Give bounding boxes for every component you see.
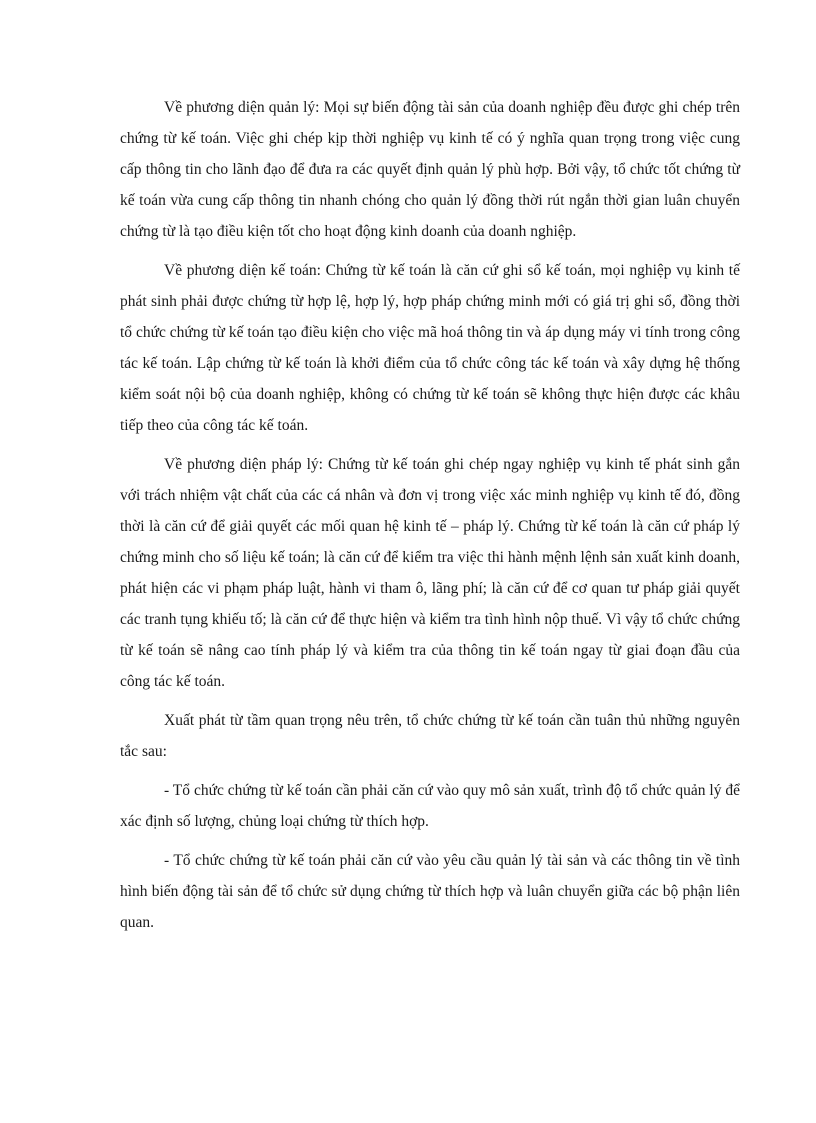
paragraph-principles-intro: Xuất phát từ tầm quan trọng nêu trên, tổ chức chứng từ kế toán cần tuân thủ những nguyên tắc sau: xyxy=(120,712,740,760)
document-page xyxy=(120,92,740,946)
paragraph-accounting: Về phương diện kế toán: Chứng từ kế toán là căn cứ ghi sổ kế toán, mọi nghiệp vụ kinh tế phát sinh phải được chứng từ hợp lệ, hợp lý, hợp pháp chứng minh mới có giá trị ghi sổ, đồng thời tổ chức chứng từ kế toán tạo điều kiện cho việc mã hoá thông tin và áp dụng máy vi tính trong công tác kế toán. Lập chứng từ kế toán là khởi điểm của tổ chức công tác kế toán và xây dựng hệ thống kiểm soát nội bộ của doanh nghiệp, không có chứng từ kế toán sẽ không thực hiện được các khâu tiếp theo của công tác kế toán. xyxy=(120,262,740,434)
paragraph-principle-2: - Tổ chức chứng từ kế toán phải căn cứ vào yêu cầu quản lý tài sản và các thông tin về tình hình biến động tài sản để tổ chức sử dụng chứng từ thích hợp và luân chuyển giữa các bộ phận liên quan. xyxy=(120,852,740,931)
paragraph-principle-1: - Tổ chức chứng từ kế toán cần phải căn cứ vào quy mô sản xuất, trình độ tổ chức quản lý để xác định số lượng, chủng loại chứng từ thích hợp. xyxy=(120,782,740,830)
paragraph-management: Về phương diện quản lý: Mọi sự biến động tài sản của doanh nghiệp đều được ghi chép trên chứng từ kế toán. Việc ghi chép kịp thời nghiệp vụ kinh tế có ý nghĩa quan trọng trong việc cung cấp thông tin cho lãnh đạo để đưa ra các quyết định quản lý phù hợp. Bởi vậy, tổ chức tốt chứng từ kế toán vừa cung cấp thông tin nhanh chóng cho quản lý đồng thời rút ngắn thời gian luân chuyển chứng từ là tạo điều kiện tốt cho hoạt động kinh doanh của doanh nghiệp. xyxy=(120,99,740,240)
paragraph-legal: Về phương diện pháp lý: Chứng từ kế toán ghi chép ngay nghiệp vụ kinh tế phát sinh gắn với trách nhiệm vật chất của các cá nhân và đơn vị trong việc xác minh nghiệp vụ kinh tế đó, đồng thời là căn cứ để giải quyết các mối quan hệ kinh tế – pháp lý. Chứng từ kế toán là căn cứ pháp lý chứng minh cho số liệu kế toán; là căn cứ để kiểm tra việc thi hành mệnh lệnh sản xuất kinh doanh, phát hiện các vi phạm pháp luật, hành vi tham ô, lãng phí; là căn cứ để cơ quan tư pháp giải quyết các tranh tụng khiếu tố; là căn cứ để thực hiện và kiểm tra tình hình nộp thuế. Vì vậy tổ chức chứng từ kế toán sẽ nâng cao tính pháp lý và kiểm tra của thông tin kế toán ngay từ giai đoạn đầu của công tác kế toán. xyxy=(120,456,740,690)
